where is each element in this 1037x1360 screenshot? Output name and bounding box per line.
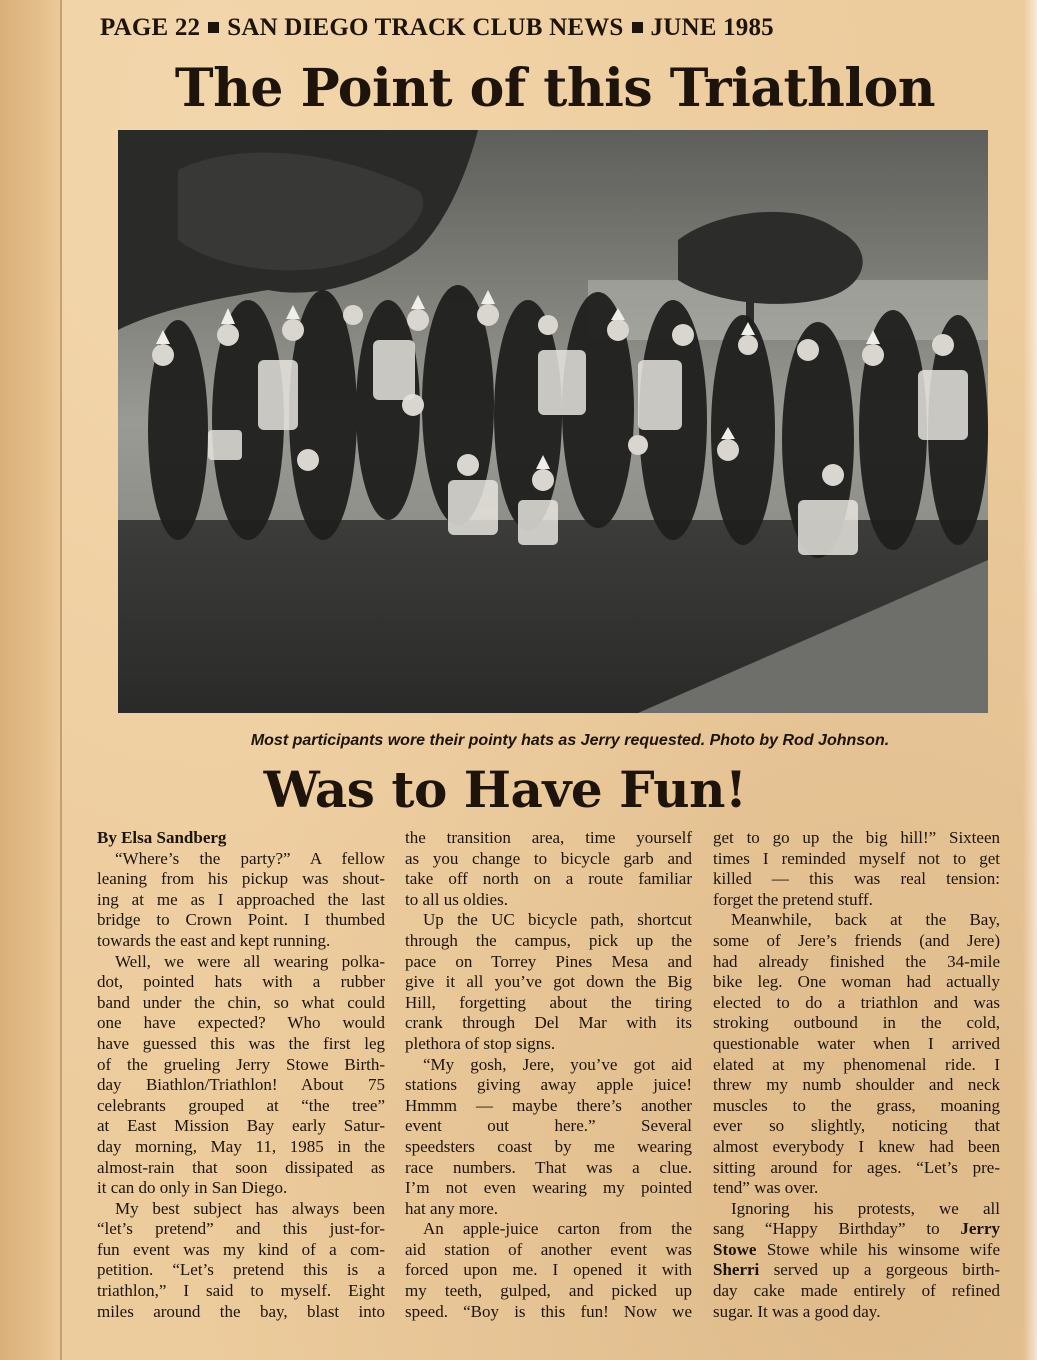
article-column-3 — [713, 828, 1000, 1322]
byline: By Elsa Sandberg — [97, 828, 227, 847]
text-line: take off north on a route familiar — [405, 869, 692, 889]
text-line: pace on Torrey Pines Mesa and — [405, 951, 692, 971]
text-line: band under the chin, so what could — [97, 992, 385, 1012]
text-line: through the campus, pick up the — [405, 930, 692, 950]
bold-name-jerry: Jerry — [960, 1219, 1000, 1239]
text-line: speedsters coast by me wearing — [405, 1136, 692, 1156]
text-line: My best subject has always been — [115, 1198, 385, 1218]
text-line: of the grueling Jerry Stowe Birth- — [97, 1054, 385, 1074]
square-bullet-icon — [208, 22, 219, 33]
text-line: to all us oldies. — [405, 889, 508, 909]
text-line: my teeth, gulped, and picked up — [405, 1281, 692, 1301]
text-line: “My gosh, Jere, you’ve got aid — [423, 1054, 692, 1074]
article-column-1 — [97, 828, 385, 1322]
text-line: aid station of another event was — [405, 1239, 692, 1259]
text-line: sitting around for ages. “Let’s pre- — [713, 1157, 1000, 1177]
text-line: stroking outbound in the cold, — [713, 1013, 1000, 1033]
text-line: Meanwhile, back at the Bay, — [731, 910, 1000, 930]
text-line: Ignoring his protests, we all — [731, 1198, 1000, 1218]
text-line: ever so slightly, noticing that — [713, 1116, 1000, 1136]
square-bullet-icon — [632, 22, 643, 33]
text-line: Up the UC bicycle path, shortcut — [423, 910, 692, 930]
text-line: event out here.” Several — [405, 1116, 692, 1136]
text-line: forget the pretend stuff. — [713, 889, 873, 909]
text-line: miles around the bay, blast into — [97, 1301, 385, 1321]
text-line: get to go up the big hill!” Sixteen — [713, 828, 1000, 847]
text-line: it can do only in San Diego. — [97, 1178, 288, 1198]
text-line: “let’s pretend” and this just-for- — [97, 1219, 385, 1239]
text-line: sugar. It was a good day. — [713, 1301, 881, 1321]
text-line: dot, pointed hats with a rubber — [97, 972, 385, 992]
text-line: questionable water when I arrived — [713, 1033, 1000, 1053]
text-fragment: Stowe while his winsome wife — [766, 1239, 1001, 1259]
text-line: celebrants grouped at “the tree” — [97, 1095, 385, 1115]
page-right-edge — [1023, 0, 1037, 1360]
text-line: hat any more. — [405, 1198, 498, 1218]
text-line: one have expected? Who would — [97, 1013, 385, 1033]
text-line: elected to do a triathlon and was — [713, 992, 1000, 1012]
text-line: bridge to Crown Point. I thumbed — [97, 910, 385, 930]
text-line: the transition area, time yourself — [405, 828, 692, 847]
group-photo-illustration — [118, 130, 988, 713]
fold-line — [60, 0, 62, 1360]
text-line: fun event was my kind of a com- — [97, 1239, 385, 1259]
text-line: stations giving away apple juice! — [405, 1075, 692, 1095]
text-line: crank through Del Mar with its — [405, 1013, 692, 1033]
text-line: as you change to bicycle garb and — [405, 848, 692, 868]
text-line-with-name — [713, 1260, 1000, 1281]
text-line: at East Mission Bay early Satur- — [97, 1116, 385, 1136]
text-line: give it all you’ve got down the Big — [405, 972, 692, 992]
bold-name-stowe: Stowe — [713, 1239, 757, 1259]
text-line: have guessed this was the first leg — [97, 1033, 385, 1053]
text-line: towards the east and kept running. — [97, 930, 331, 950]
group-photo — [118, 130, 988, 713]
headline-bottom: Was to Have Fun! — [263, 760, 747, 819]
bold-name-sherri: Sherri — [713, 1260, 760, 1280]
text-line: bike leg. One woman had actually — [713, 972, 1000, 992]
text-line: day Biathlon/Triathlon! About 75 — [97, 1075, 385, 1095]
text-line: leaning from his pickup was shout- — [97, 869, 385, 889]
text-line: plethora of stop signs. — [405, 1033, 556, 1053]
text-line: killed — this was real tension: — [713, 869, 1000, 889]
text-fragment: served up a gorgeous birth- — [773, 1260, 1000, 1280]
text-line: triathlon,” I said to myself. Eight — [97, 1281, 385, 1301]
text-line: had already finished the 34-mile — [713, 951, 1000, 971]
text-line-with-name — [713, 1219, 1000, 1240]
text-line: elated at my phenomenal ride. I — [713, 1054, 1000, 1074]
text-line: Hill, forgetting about the tiring — [405, 992, 692, 1012]
text-line: race numbers. That was a clue. — [405, 1157, 692, 1177]
article-column-2 — [405, 828, 692, 1322]
text-line: forced upon me. I opened it with — [405, 1260, 692, 1280]
text-line: day cake made entirely of refined — [713, 1281, 1000, 1301]
text-line: ing at me as I approached the last — [97, 889, 385, 909]
photo-caption: Most participants wore their pointy hats as Jerry requested. Photo by Rod Johnson. — [250, 732, 890, 749]
text-line-with-name — [713, 1240, 1000, 1261]
text-line: Hmmm — maybe there’s another — [405, 1095, 692, 1115]
text-line: muscles to the grass, moaning — [713, 1095, 1000, 1115]
text-line: I’m not even wearing my pointed — [405, 1178, 692, 1198]
text-line: threw my numb shoulder and neck — [713, 1075, 1000, 1095]
text-line: speed. “Boy is this fun! Now we — [405, 1301, 692, 1321]
text-line: times I reminded myself not to get — [713, 848, 1000, 868]
page-margin-edge — [0, 0, 62, 1360]
publication-name: SAN DIEGO TRACK CLUB NEWS — [227, 14, 624, 41]
text-fragment: sang “Happy Birthday” to — [713, 1219, 940, 1239]
text-line: Well, we were all wearing polka- — [115, 951, 385, 971]
text-line: almost-rain that soon dissipated as — [97, 1157, 385, 1177]
text-line: some of Jere’s friends (and Jere) — [713, 930, 1000, 950]
text-line: day morning, May 11, 1985 in the — [97, 1136, 385, 1156]
text-line: petition. “Let’s pretend this is a — [97, 1260, 385, 1280]
text-line: “Where’s the party?” A fellow — [115, 848, 385, 868]
text-line: almost everybody I knew had been — [713, 1136, 1000, 1156]
text-line: An apple-juice carton from the — [423, 1219, 692, 1239]
headline-top: The Point of this Triathlon — [174, 58, 936, 119]
page-number: PAGE 22 — [100, 14, 201, 41]
text-line: tend” was over. — [713, 1178, 819, 1198]
issue-date: JUNE 1985 — [650, 14, 774, 41]
page-header — [100, 14, 900, 42]
